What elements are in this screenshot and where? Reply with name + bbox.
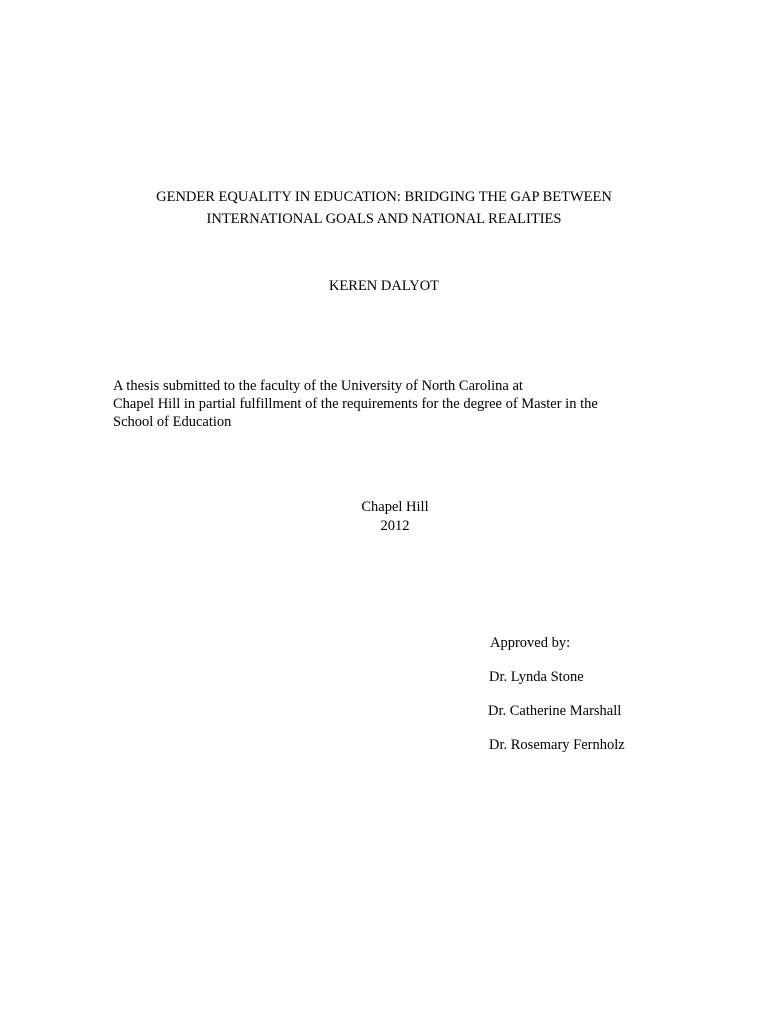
thesis-title-line-2: INTERNATIONAL GOALS AND NATIONAL REALITIES — [206, 211, 562, 227]
submission-statement-line-2: Chapel Hill in partial fulfillment of the requirements for the degree of Master in the — [113, 396, 598, 412]
approver-2: Dr. Catherine Marshall — [488, 703, 622, 719]
approval-label: Approved by: — [490, 635, 571, 651]
thesis-title-line-1: GENDER EQUALITY IN EDUCATION: BRIDGING THE GAP BETWEEN — [156, 189, 612, 205]
approver-1: Dr. Lynda Stone — [489, 669, 584, 685]
place-city: Chapel Hill — [361, 499, 429, 515]
approver-3: Dr. Rosemary Fernholz — [489, 737, 625, 753]
place-and-date — [0, 498, 768, 536]
author-name: KEREN DALYOT — [328, 278, 440, 294]
submission-statement-line-1: A thesis submitted to the faculty of the University of North Carolina at — [113, 378, 523, 394]
thesis-title — [0, 186, 768, 230]
place-year: 2012 — [380, 518, 410, 534]
submission-statement — [113, 377, 598, 431]
submission-statement-line-3: School of Education — [113, 414, 232, 430]
